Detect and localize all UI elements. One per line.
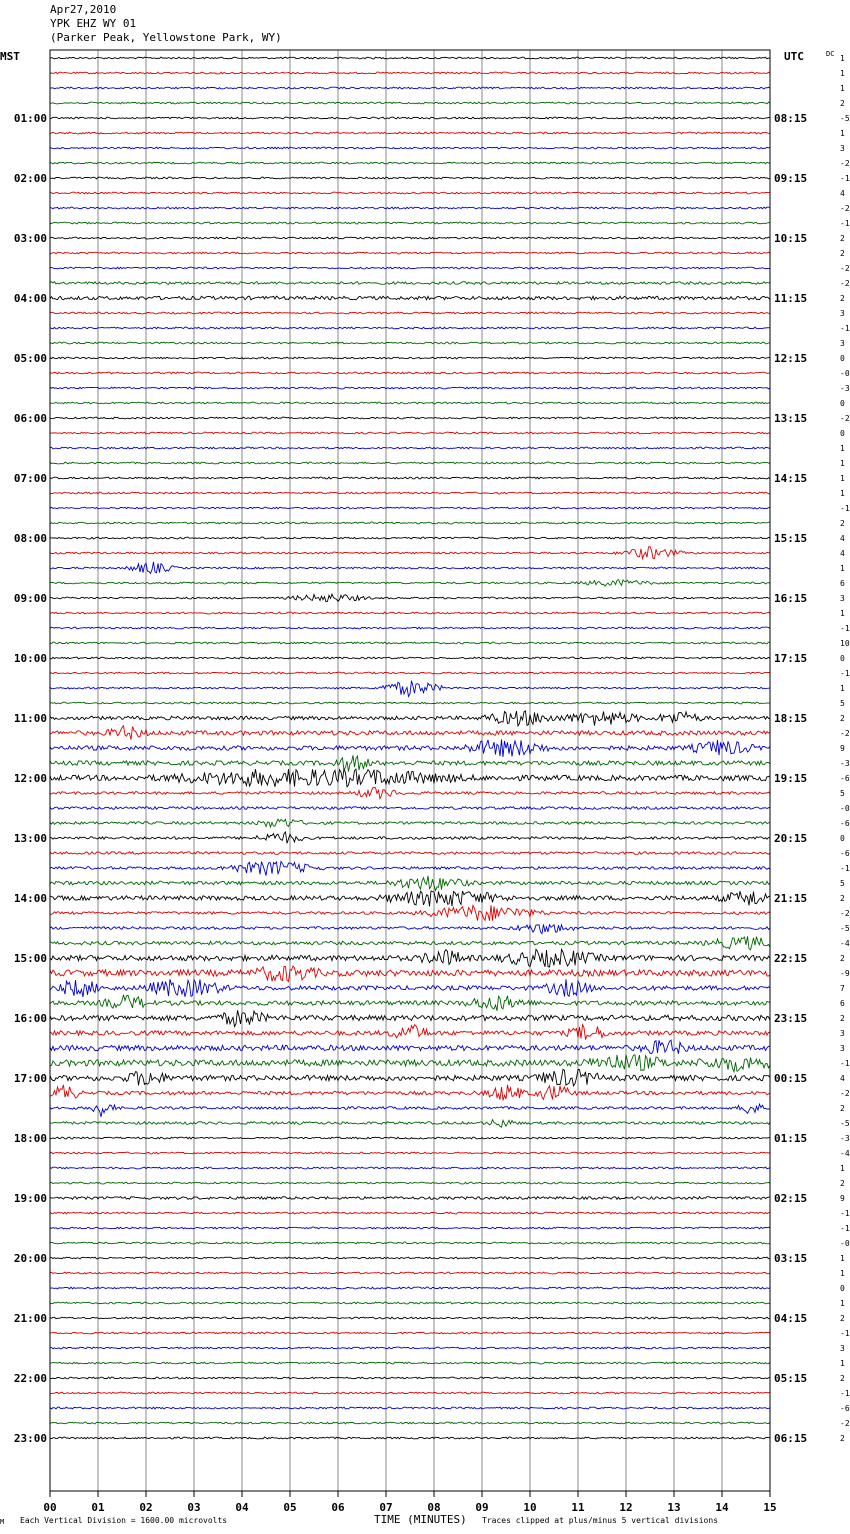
dc-offset-label: 2 bbox=[840, 519, 845, 528]
trace-line bbox=[50, 102, 770, 104]
dc-offset-label: 2 bbox=[840, 954, 845, 963]
dc-offset-label: 1 bbox=[840, 609, 845, 618]
trace-line bbox=[50, 402, 770, 404]
x-tick-label: 07 bbox=[379, 1501, 393, 1514]
dc-offset-label: -5 bbox=[840, 1119, 850, 1128]
trace-line bbox=[50, 1347, 770, 1349]
trace-line bbox=[50, 1069, 770, 1086]
plot-frame bbox=[50, 50, 770, 1491]
x-tick-label: 15 bbox=[763, 1501, 777, 1514]
x-tick-label: 04 bbox=[235, 1501, 249, 1514]
dc-offset-label: 1 bbox=[840, 1164, 845, 1173]
trace-line bbox=[50, 447, 770, 449]
right-hour-label: 20:15 bbox=[774, 832, 808, 845]
trace-line bbox=[50, 924, 770, 933]
trace-line bbox=[50, 1287, 770, 1289]
trace-line bbox=[50, 819, 770, 827]
right-hour-label: 05:15 bbox=[774, 1372, 808, 1385]
trace-line bbox=[50, 477, 770, 479]
right-hour-label: 17:15 bbox=[774, 652, 808, 665]
dc-offset-label: 10 bbox=[840, 639, 850, 648]
x-tick-label: 05 bbox=[283, 1501, 297, 1514]
trace-line bbox=[50, 1137, 770, 1139]
trace-line bbox=[50, 755, 770, 771]
trace-line bbox=[50, 72, 770, 74]
dc-offset-label: 1 bbox=[840, 474, 845, 483]
seismic-traces bbox=[50, 57, 770, 1439]
trace-line bbox=[50, 580, 770, 587]
dc-offset-label: -6 bbox=[840, 849, 850, 858]
dc-offset-label: -2 bbox=[840, 1089, 850, 1098]
right-hour-label: 13:15 bbox=[774, 412, 808, 425]
dc-offset-label: 1 bbox=[840, 1269, 845, 1278]
dc-offset-label: -6 bbox=[840, 1404, 850, 1413]
axis-labels bbox=[14, 54, 850, 1514]
x-axis-title: TIME (MINUTES) bbox=[374, 1513, 467, 1526]
left-hour-label: 05:00 bbox=[13, 352, 47, 365]
dc-offset-label: -1 bbox=[840, 669, 850, 678]
trace-line bbox=[50, 1302, 770, 1304]
dc-offset-label: -5 bbox=[840, 924, 850, 933]
dc-offset-label: 5 bbox=[840, 789, 845, 798]
right-hour-label: 04:15 bbox=[774, 1312, 808, 1325]
trace-line bbox=[50, 222, 770, 224]
trace-line bbox=[50, 711, 770, 726]
dc-offset-label: 4 bbox=[840, 534, 845, 543]
trace-line bbox=[50, 726, 770, 740]
right-hour-label: 06:15 bbox=[774, 1432, 808, 1445]
dc-offset-label: 4 bbox=[840, 189, 845, 198]
trace-line bbox=[50, 1422, 770, 1424]
trace-line bbox=[50, 949, 770, 967]
trace-line bbox=[50, 1257, 770, 1259]
dc-offset-label: -2 bbox=[840, 909, 850, 918]
trace-line bbox=[50, 861, 770, 875]
clip-note: Traces clipped at plus/minus 5 vertical divisions bbox=[482, 1516, 719, 1525]
x-tick-label: 02 bbox=[139, 1501, 153, 1514]
dc-offset-label: 2 bbox=[840, 894, 845, 903]
trace-line bbox=[50, 642, 770, 644]
dc-offset-label: 1 bbox=[840, 459, 845, 468]
trace-line bbox=[50, 492, 770, 494]
left-hour-label: 08:00 bbox=[13, 532, 47, 545]
trace-line bbox=[50, 672, 770, 674]
location-label: (Parker Peak, Yellowstone Park, WY) bbox=[50, 31, 282, 44]
trace-line bbox=[50, 192, 770, 194]
trace-line bbox=[50, 177, 770, 179]
left-timezone-label: MST bbox=[0, 50, 20, 63]
right-hour-label: 00:15 bbox=[774, 1072, 808, 1085]
trace-line bbox=[50, 1040, 770, 1054]
dc-offset-label: 2 bbox=[840, 1434, 845, 1443]
trace-line bbox=[50, 387, 770, 389]
dc-offset-label: 5 bbox=[840, 879, 845, 888]
dc-offset-label: -1 bbox=[840, 1224, 850, 1233]
x-tick-label: 03 bbox=[187, 1501, 201, 1514]
trace-line bbox=[50, 87, 770, 89]
trace-line bbox=[50, 1197, 770, 1200]
dc-offset-label: -1 bbox=[840, 624, 850, 633]
dc-offset-label: 1 bbox=[840, 489, 845, 498]
trace-line bbox=[50, 832, 770, 843]
trace-line bbox=[50, 312, 770, 314]
right-hour-label: 21:15 bbox=[774, 892, 808, 905]
left-hour-label: 17:00 bbox=[13, 1072, 47, 1085]
x-tick-label: 09 bbox=[475, 1501, 489, 1514]
trace-line bbox=[50, 995, 770, 1011]
trace-line bbox=[50, 417, 770, 419]
dc-offset-label: -2 bbox=[840, 729, 850, 738]
right-hour-label: 08:15 bbox=[774, 112, 808, 125]
dc-offset-label: -6 bbox=[840, 774, 850, 783]
trace-line bbox=[50, 787, 770, 798]
dc-offset-label: -2 bbox=[840, 159, 850, 168]
x-tick-label: 06 bbox=[331, 1501, 345, 1514]
x-tick-label: 10 bbox=[523, 1501, 537, 1514]
trace-line bbox=[50, 1437, 770, 1439]
right-hour-label: 19:15 bbox=[774, 772, 808, 785]
trace-line bbox=[50, 282, 770, 285]
trace-line bbox=[50, 876, 770, 891]
trace-line bbox=[50, 612, 770, 614]
x-tick-label: 13 bbox=[667, 1501, 681, 1514]
trace-line bbox=[50, 1085, 770, 1101]
dc-offset-label: 1 bbox=[840, 54, 845, 63]
trace-line bbox=[50, 1212, 770, 1214]
left-hour-label: 14:00 bbox=[13, 892, 47, 905]
dc-offset-label: 1 bbox=[840, 444, 845, 453]
trace-line bbox=[50, 1242, 770, 1244]
left-hour-label: 11:00 bbox=[13, 712, 47, 725]
left-hour-label: 10:00 bbox=[13, 652, 47, 665]
trace-line bbox=[50, 1167, 770, 1169]
trace-line bbox=[50, 1392, 770, 1394]
left-hour-label: 15:00 bbox=[13, 952, 47, 965]
dc-offset-label: -1 bbox=[840, 219, 850, 228]
dc-offset-label: -1 bbox=[840, 324, 850, 333]
left-hour-label: 18:00 bbox=[13, 1132, 47, 1145]
right-hour-label: 23:15 bbox=[774, 1012, 808, 1025]
left-hour-label: 16:00 bbox=[13, 1012, 47, 1025]
dc-offset-label: 2 bbox=[840, 249, 845, 258]
dc-offset-label: 2 bbox=[840, 99, 845, 108]
dc-offset-label: 2 bbox=[840, 714, 845, 723]
trace-line bbox=[50, 769, 770, 787]
dc-offset-label: 2 bbox=[840, 1014, 845, 1023]
trace-line bbox=[50, 207, 770, 209]
trace-line bbox=[50, 237, 770, 239]
dc-offset-label: 6 bbox=[840, 999, 845, 1008]
dc-offset-label: -0 bbox=[840, 1239, 850, 1248]
dc-offset-label: 4 bbox=[840, 549, 845, 558]
dc-offset-label: -1 bbox=[840, 864, 850, 873]
corner-mark: M bbox=[0, 1518, 5, 1526]
dc-offset-label: 1 bbox=[840, 684, 845, 693]
left-hour-label: 06:00 bbox=[13, 412, 47, 425]
dc-offset-label: 3 bbox=[840, 1029, 845, 1038]
right-hour-label: 10:15 bbox=[774, 232, 808, 245]
right-hour-label: 16:15 bbox=[774, 592, 808, 605]
dc-offset-label: 3 bbox=[840, 339, 845, 348]
trace-line bbox=[50, 594, 770, 602]
trace-line bbox=[50, 1377, 770, 1379]
x-tick-label: 08 bbox=[427, 1501, 441, 1514]
station-label: YPK EHZ WY 01 bbox=[50, 17, 137, 30]
left-hour-label: 19:00 bbox=[13, 1192, 47, 1205]
dc-offset-label: -1 bbox=[840, 174, 850, 183]
left-hour-label: 01:00 bbox=[13, 112, 47, 125]
dc-offset-label: -1 bbox=[840, 1209, 850, 1218]
trace-line bbox=[50, 132, 770, 134]
trace-line bbox=[50, 372, 770, 374]
dc-offset-label: -1 bbox=[840, 1059, 850, 1068]
dc-offset-label: -3 bbox=[840, 384, 850, 393]
trace-line bbox=[50, 522, 770, 524]
dc-offset-label: -9 bbox=[840, 969, 850, 978]
trace-line bbox=[50, 852, 770, 855]
trace-line bbox=[50, 1010, 770, 1026]
dc-offset-label: 0 bbox=[840, 1284, 845, 1293]
dc-offset-label: 2 bbox=[840, 1104, 845, 1113]
trace-line bbox=[50, 1025, 770, 1040]
dc-offset-label: 0 bbox=[840, 834, 845, 843]
scale-note: Each Vertical Division = 1600.00 microvolts bbox=[20, 1516, 228, 1525]
dc-offset-label: 1 bbox=[840, 564, 845, 573]
right-timezone-label: UTC bbox=[784, 50, 804, 63]
trace-line bbox=[50, 57, 770, 59]
dc-offset-label: -1 bbox=[840, 1329, 850, 1338]
dc-offset-label: 9 bbox=[840, 744, 845, 753]
trace-line bbox=[50, 327, 770, 329]
dc-offset-label: 1 bbox=[840, 129, 845, 138]
right-hour-label: 02:15 bbox=[774, 1192, 808, 1205]
dc-label: DC bbox=[826, 50, 835, 58]
x-tick-label: 12 bbox=[619, 1501, 633, 1514]
dc-offset-label: -2 bbox=[840, 279, 850, 288]
left-hour-label: 04:00 bbox=[13, 292, 47, 305]
dc-offset-label: 2 bbox=[840, 234, 845, 243]
dc-offset-label: -4 bbox=[840, 939, 850, 948]
right-hour-label: 09:15 bbox=[774, 172, 808, 185]
dc-offset-label: 2 bbox=[840, 1374, 845, 1383]
dc-offset-label: 1 bbox=[840, 69, 845, 78]
right-hour-label: 22:15 bbox=[774, 952, 808, 965]
trace-line bbox=[50, 1055, 770, 1072]
right-hour-label: 14:15 bbox=[774, 472, 808, 485]
trace-line bbox=[50, 547, 770, 559]
trace-line bbox=[50, 1120, 770, 1128]
trace-line bbox=[50, 562, 770, 574]
dc-offset-label: 5 bbox=[840, 699, 845, 708]
trace-line bbox=[50, 966, 770, 982]
trace-line bbox=[50, 507, 770, 509]
dc-offset-label: -2 bbox=[840, 264, 850, 273]
x-tick-label: 01 bbox=[91, 1501, 105, 1514]
trace-line bbox=[50, 627, 770, 629]
dc-offset-label: -2 bbox=[840, 1419, 850, 1428]
dc-offset-label: 0 bbox=[840, 429, 845, 438]
trace-line bbox=[50, 147, 770, 149]
left-hour-label: 21:00 bbox=[13, 1312, 47, 1325]
dc-offset-label: -3 bbox=[840, 1134, 850, 1143]
dc-offset-label: 2 bbox=[840, 294, 845, 303]
dc-offset-label: -5 bbox=[840, 114, 850, 123]
left-hour-label: 07:00 bbox=[13, 472, 47, 485]
dc-offset-label: 0 bbox=[840, 399, 845, 408]
dc-offset-label: 7 bbox=[840, 984, 845, 993]
right-hour-label: 15:15 bbox=[774, 532, 808, 545]
dc-offset-label: -6 bbox=[840, 819, 850, 828]
left-hour-label: 12:00 bbox=[13, 772, 47, 785]
dc-offset-label: 0 bbox=[840, 354, 845, 363]
trace-line bbox=[50, 891, 770, 906]
trace-line bbox=[50, 432, 770, 434]
dc-offset-label: 9 bbox=[840, 1194, 845, 1203]
trace-line bbox=[50, 1362, 770, 1364]
dc-offset-label: 3 bbox=[840, 1044, 845, 1053]
trace-line bbox=[50, 979, 770, 997]
left-hour-label: 02:00 bbox=[13, 172, 47, 185]
trace-line bbox=[50, 1272, 770, 1274]
dc-offset-label: 3 bbox=[840, 309, 845, 318]
dc-offset-label: -0 bbox=[840, 804, 850, 813]
trace-line bbox=[50, 462, 770, 464]
left-hour-label: 23:00 bbox=[13, 1432, 47, 1445]
dc-offset-label: 4 bbox=[840, 1074, 845, 1083]
trace-line bbox=[50, 342, 770, 344]
dc-offset-label: 1 bbox=[840, 1299, 845, 1308]
x-tick-label: 11 bbox=[571, 1501, 585, 1514]
trace-line bbox=[50, 537, 770, 539]
x-tick-label: 00 bbox=[43, 1501, 57, 1514]
trace-line bbox=[50, 1317, 770, 1319]
trace-line bbox=[50, 739, 770, 757]
dc-offset-label: 1 bbox=[840, 1254, 845, 1263]
dc-offset-label: 6 bbox=[840, 579, 845, 588]
trace-line bbox=[50, 905, 770, 920]
left-hour-label: 13:00 bbox=[13, 832, 47, 845]
trace-line bbox=[50, 252, 770, 254]
dc-offset-label: -1 bbox=[840, 504, 850, 513]
dc-offset-label: -2 bbox=[840, 414, 850, 423]
dc-offset-label: -2 bbox=[840, 204, 850, 213]
trace-line bbox=[50, 1152, 770, 1154]
trace-line bbox=[50, 681, 770, 697]
dc-offset-label: 0 bbox=[840, 654, 845, 663]
x-tick-label: 14 bbox=[715, 1501, 729, 1514]
dc-offset-label: 3 bbox=[840, 594, 845, 603]
right-hour-label: 01:15 bbox=[774, 1132, 808, 1145]
trace-line bbox=[50, 657, 770, 659]
left-hour-label: 09:00 bbox=[13, 592, 47, 605]
dc-offset-label: 2 bbox=[840, 1179, 845, 1188]
left-hour-label: 20:00 bbox=[13, 1252, 47, 1265]
trace-line bbox=[50, 162, 770, 164]
dc-offset-label: -1 bbox=[840, 1389, 850, 1398]
date-label: Apr27,2010 bbox=[50, 3, 117, 16]
trace-line bbox=[50, 1332, 770, 1334]
trace-line bbox=[50, 702, 770, 704]
trace-line bbox=[50, 1227, 770, 1229]
trace-line bbox=[50, 807, 770, 810]
left-hour-label: 22:00 bbox=[13, 1372, 47, 1385]
dc-offset-label: -4 bbox=[840, 1149, 850, 1158]
dc-offset-label: -0 bbox=[840, 369, 850, 378]
dc-offset-label: 1 bbox=[840, 84, 845, 93]
trace-line bbox=[50, 117, 770, 119]
right-hour-label: 12:15 bbox=[774, 352, 808, 365]
trace-line bbox=[50, 1182, 770, 1184]
dc-offset-label: 3 bbox=[840, 144, 845, 153]
trace-line bbox=[50, 357, 770, 359]
dc-offset-label: 3 bbox=[840, 1344, 845, 1353]
trace-line bbox=[50, 936, 770, 950]
dc-offset-label: 1 bbox=[840, 1359, 845, 1368]
trace-line bbox=[50, 267, 770, 269]
left-hour-label: 03:00 bbox=[13, 232, 47, 245]
right-hour-label: 11:15 bbox=[774, 292, 808, 305]
dc-offset-label: 2 bbox=[840, 1314, 845, 1323]
right-hour-label: 03:15 bbox=[774, 1252, 808, 1265]
right-hour-label: 18:15 bbox=[774, 712, 808, 725]
dc-offset-label: -3 bbox=[840, 759, 850, 768]
trace-line bbox=[50, 1407, 770, 1409]
trace-line bbox=[50, 296, 770, 300]
trace-line bbox=[50, 1104, 770, 1117]
